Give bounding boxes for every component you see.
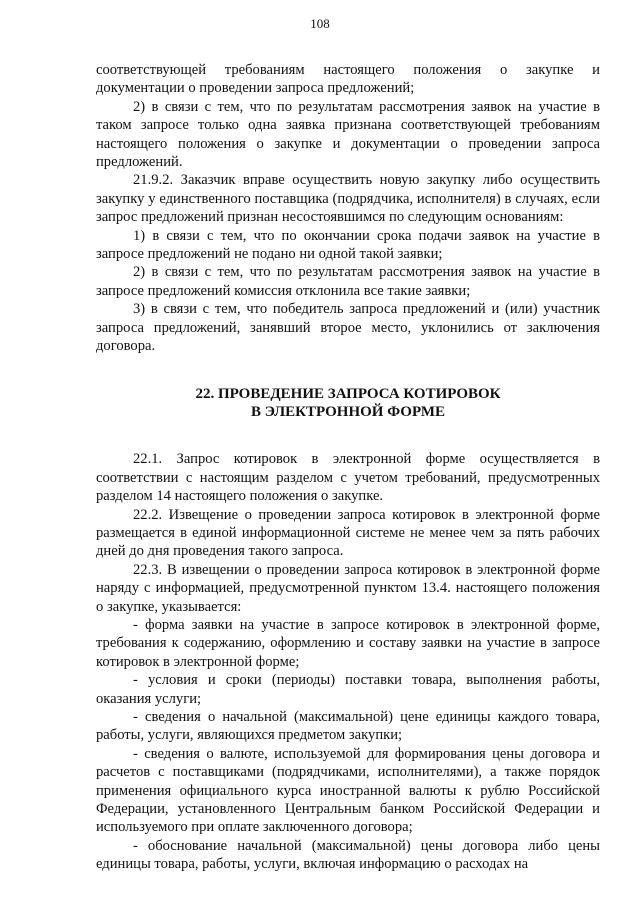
- list-item: - сведения о валюте, используемой для формирования цены договора и расчетов с поставщиками (подрядчиками, исполнителями), а также порядок применения официального курса иностранной валюты к рублю Российской Федерации, установленного Центральным банком Российской Федерации и используемого при оплате заключенного договора;: [96, 745, 600, 836]
- section-heading: [96, 385, 600, 422]
- paragraph: соответствующей требованиям настоящего положения о закупке и документации о проведении запроса предложений;: [96, 62, 600, 97]
- section-heading-line-1: 22. ПРОВЕДЕНИЕ ЗАПРОСА КОТИРОВОК: [195, 385, 501, 402]
- paragraph: 21.9.2. Заказчик вправе осуществить новую закупку либо осуществить закупку у единственного поставщика (подрядчика, исполнителя) в случаях, если запрос предложений признан несостоявшимся по следующим основаниям:: [96, 172, 600, 226]
- list-item: - условия и сроки (периоды) поставки товара, выполнения работы, оказания услуги;: [96, 672, 600, 707]
- paragraph: 1) в связи с тем, что по окончании срока подачи заявок на участие в запросе предложений не подано ни одной такой заявки;: [96, 227, 600, 263]
- list-item: - форма заявки на участие в запросе котировок в электронной форме, требования к содержанию, оформлению и составу заявки на участие в запросе котировок в электронной форме;: [96, 616, 600, 670]
- paragraph: 22.3. В извещении о проведении запроса котировок в электронной форме наряду с информацией, предусмотренной пунктом 13.4. настоящего положения о закупке, указывается:: [96, 561, 600, 615]
- paragraph: 22.2. Извещение о проведении запроса котировок в электронной форме размещается в единой информационной системе не менее чем за пять рабочих дней до дня проведения такого запроса.: [96, 506, 600, 560]
- section-heading-line-2: В ЭЛЕКТРОННОЙ ФОРМЕ: [251, 403, 445, 420]
- document-body: [96, 61, 600, 874]
- paragraph: 2) в связи с тем, что по результатам рассмотрения заявок на участие в запросе предложений комиссия отклонила все такие заявки;: [96, 264, 600, 299]
- list-item: - сведения о начальной (максимальной) цене единицы каждого товара, работы, услуги, являющихся предметом закупки;: [96, 709, 600, 744]
- paragraph: 3) в связи с тем, что победитель запроса предложений и (или) участник запроса предложений, занявший второе место, уклонились от заключения договора.: [96, 301, 600, 355]
- paragraph: 22.1. Запрос котировок в электронной форме осуществляется в соответствии с настоящим разделом с учетом требований, предусмотренных разделом 14 настоящего положения о закупке.: [96, 451, 600, 505]
- list-item: - обоснование начальной (максимальной) цены договора либо цены единицы товара, работы, услуги, включая информацию о расходах на: [96, 837, 600, 873]
- paragraph: 2) в связи с тем, что по результатам рассмотрения заявок на участие в таком запросе только одна заявка признана соответствующей требованиям настоящего положения о закупке и документации о проведении запроса предложений.: [96, 98, 600, 171]
- page-number: 108: [310, 16, 330, 31]
